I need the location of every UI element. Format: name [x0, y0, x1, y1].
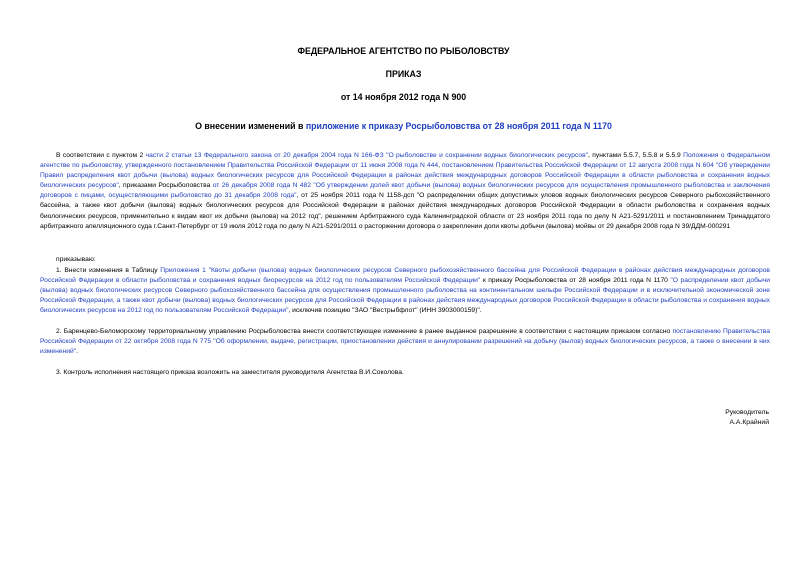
decree-604-link[interactable]: постановлением Правительства Российской Федерации от 12 августа 2008 года N 604 "Об утверждении Правил распределения квот добычи (вылова) водных биологических ресурсов для Российской Федерации в районах действия международных договоров Российской Федерации в области рыболовства и сохранения водных биологических ресурсов" — [40, 162, 770, 190]
item-3-paragraph: 3. Контроль исполнения настоящего приказа возложить на заместителя руководителя Агентства В.И.Соколова. — [56, 369, 404, 376]
item-2-text-1: 2. Баренцево-Беломорскому территориальному управлению Росрыболовства внести соответствующее изменение в ранее выданное разрешение в соответствии с настоящим приказом согласно — [56, 328, 673, 335]
item-2-paragraph — [40, 327, 770, 357]
document-title — [0, 121, 807, 131]
order-1170-link[interactable]: "О распределении квот добычи (вылова) водных биологических ресурсов Северного рыбохозяйственного бассейна для осуществления промышленного рыболовства на континентальном шельфе Российской Федерации и в исключительной экономической зоне Российской Федерации, а также квот добычи (вылова) водных биологических ресурсов для Российской Федерации в районах действия международных договоров Российской Федерации в области рыболовства и сохранения водных биологических ресурсов на 2012 год по пользователям Российской Федерации" — [40, 277, 770, 315]
title-prefix: О внесении изменений в — [195, 121, 306, 131]
preamble-text-1: В соответствии с пунктом 2 — [56, 152, 146, 159]
preamble-text-5: , от 25 ноября 2011 года N 1158-дсп "О распределении общих допустимых уловов водных биологических ресурсов Северного рыбохозяйственного бассейна, а также квот добычи (вылова) водных биологических ресурсов для Российской Федерации в районах действия международных договоров Российской Федерации в области рыболовства и сохранения водных биологических ресурсов, применительно к видам квот их добычи (вылова) на 2012 год", решением Арбитражного суда Калининградской области от 23 ноября 2011 года по делу N А21-5291/2011 и постановлением Тринадцатого арбитражного апелляционного суда г.Санкт-Петербург от 19 июля 2012 года по делу N А21-5291/2011 о расторжении договора о закреплении доли квоты добычи (вылова) мойвы от 29 декабря 2008 года N 39/ДДМ-000291 — [40, 192, 770, 230]
item-2-text-2: . — [76, 348, 78, 356]
preamble-text-2: , пунктами 5.5.7, 5.5.8 и 5.5.9 — [588, 152, 684, 159]
document-type: ПРИКАЗ — [385, 69, 422, 79]
preamble-text-3: , — [438, 162, 443, 170]
item-1-text-2: к приказу Росрыболовства от 28 ноября 2011 года N 1170 — [480, 277, 671, 285]
decree-775-link[interactable]: постановлению Правительства Российской Федерации от 22 октября 2008 года N 775 "Об оформлении, выдаче, регистрации, приостановлении действия и аннулировании разрешений на добычу (вылов) водных биологических ресурсов, а также о внесении в них изменений" — [40, 328, 770, 356]
preamble-paragraph — [40, 151, 770, 232]
order-word: приказываю: — [56, 256, 96, 263]
document-date-number: от 14 ноября 2012 года N 900 — [340, 92, 467, 102]
title-link[interactable]: приложение к приказу Росрыболовства от 28 ноября 2011 года N 1170 — [305, 121, 612, 131]
agency-name: ФЕДЕРАЛЬНОЕ АГЕНТСТВО ПО РЫБОЛОВСТВУ — [297, 46, 510, 56]
item-1-paragraph — [40, 266, 770, 316]
signature-name: А.А.Крайний — [729, 419, 769, 426]
regulation-444-link[interactable]: Положения о Федеральном агентстве по рыболовству, утвержденного постановлением Правительства Российской Федерации от 11 июня 2008 года N 444 — [40, 152, 771, 170]
signature-block — [569, 408, 769, 428]
law-166-link[interactable]: части 2 статьи 13 Федерального закона от 20 декабря 2004 года N 166-ФЗ "О рыболовстве и сохранении водных биологических ресурсов" — [145, 152, 589, 159]
signature-position: Руководитель — [725, 409, 769, 416]
appendix-1-link[interactable]: Приложения 1 "Квоты добычи (вылова) водных биологических ресурсов Северного рыбохозяйственного бассейна для Российской Федерации в районах действия международных договоров Российской Федерации в области рыболовства и сохранения водных биоресурсов на 2012 год по пользователям Российской Федерации" — [40, 267, 770, 285]
item-1-text-1: 1. Внести изменения в Таблицу — [56, 267, 161, 274]
order-482-link[interactable]: от 26 декабря 2008 года N 482 "Об утверждении долей квот добычи (вылова) водных биологических ресурсов для осуществления промышленного рыболовства и заключения договоров с пицами, осуществляющими рыболовство до 31 декабря 2008 года" — [40, 182, 770, 200]
preamble-text-4: , приказами Росрыболовства — [118, 182, 213, 190]
item-1-text-3: , исключив позицию "ЗАО "Вестрыбфлот" (ИНН 3903000159)". — [288, 307, 482, 315]
